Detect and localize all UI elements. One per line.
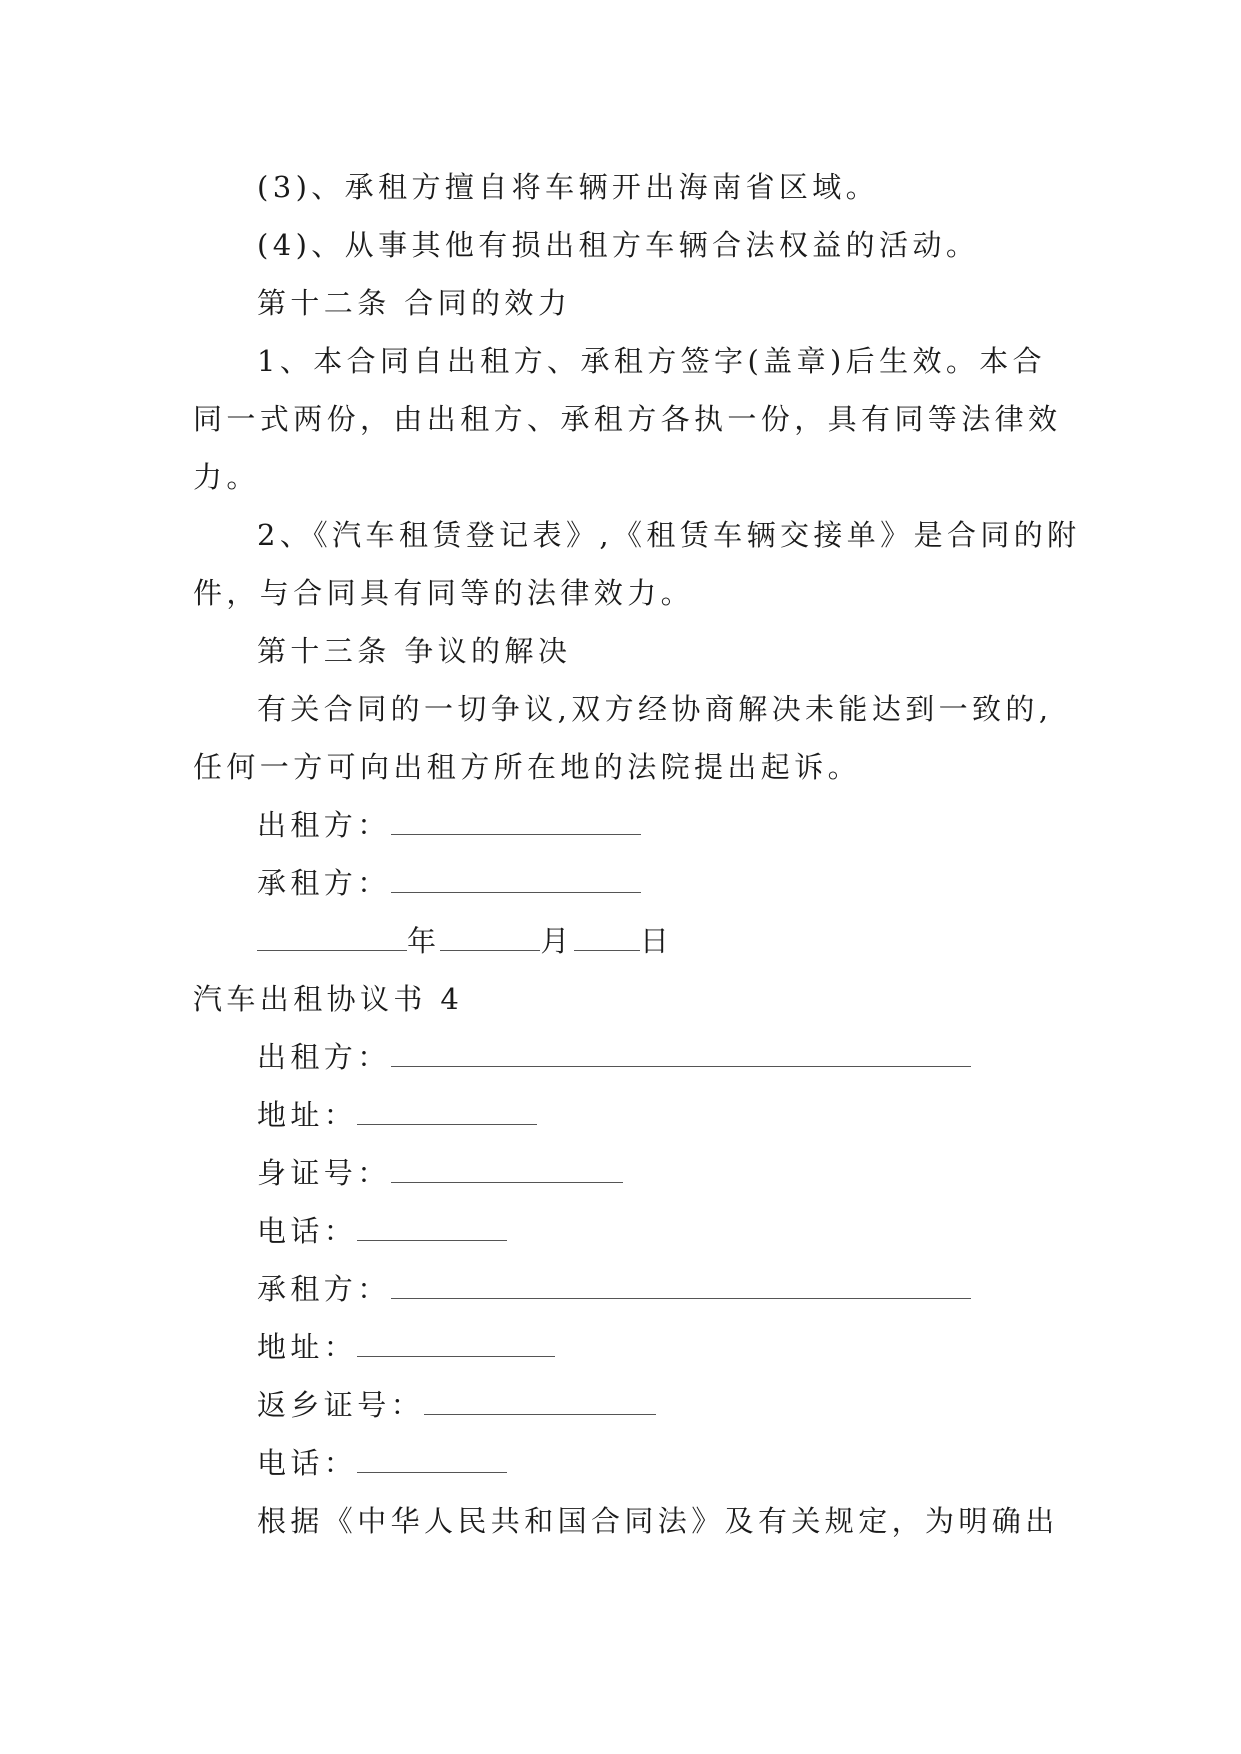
date-day-label: 日 xyxy=(639,924,674,958)
clause-line-3: (3)、承租方擅自将车辆开出海南省区域。 xyxy=(257,170,880,204)
article-12-para-1-line-2: 同一式两份，由出租方、承租方各执一份，具有同等法律效 xyxy=(193,402,1062,436)
date-month-label: 月 xyxy=(540,924,574,958)
signature-lessor-row xyxy=(193,796,1058,854)
form-lessor-phone-blank[interactable] xyxy=(357,1218,507,1241)
closing-line: 根据《中华人民共和国合同法》及有关规定，为明确出 xyxy=(257,1504,1059,1538)
date-year-label: 年 xyxy=(407,924,441,958)
form-lessee-phone-row xyxy=(193,1434,1058,1492)
form-lessor-phone-label: 电话： xyxy=(257,1214,358,1248)
form-lessee-return-id-label: 返乡证号： xyxy=(257,1388,425,1422)
signature-lessee-label: 承租方： xyxy=(257,866,391,900)
form-lessor-id-row xyxy=(193,1144,1058,1202)
signature-date-row xyxy=(193,912,1058,970)
article-12-para-1-line-3: 力。 xyxy=(193,460,260,494)
article-13-para-line-2: 任何一方可向出租方所在地的法院提出起诉。 xyxy=(193,750,862,784)
date-year-blank[interactable] xyxy=(257,928,407,951)
form-lessee-return-id-row xyxy=(193,1376,1058,1434)
signature-lessee-row xyxy=(193,854,1058,912)
article-12-heading: 第十二条 合同的效力 xyxy=(257,286,572,320)
form-lessor-phone-row xyxy=(193,1202,1058,1260)
form-lessor-address-blank[interactable] xyxy=(357,1102,537,1125)
form-lessor-label: 出租方： xyxy=(257,1040,391,1074)
date-day-blank[interactable] xyxy=(574,928,640,951)
article-12-para-1-line-1: 1、本合同自出租方、承租方签字(盖章)后生效。本合 xyxy=(257,344,1047,378)
form-lessee-phone-label: 电话： xyxy=(257,1446,358,1480)
article-12-para-2-line-1: 2、《汽车租赁登记表》,《租赁车辆交接单》是合同的附 xyxy=(257,518,1081,552)
form-lessee-row xyxy=(193,1260,1058,1318)
form-lessor-blank[interactable] xyxy=(391,1044,971,1067)
signature-lessor-blank[interactable] xyxy=(391,812,641,835)
form-lessee-address-row xyxy=(193,1318,1058,1376)
signature-lessor-label: 出租方： xyxy=(257,808,391,842)
date-month-blank[interactable] xyxy=(440,928,540,951)
form-lessee-address-blank[interactable] xyxy=(357,1334,555,1357)
form-lessee-return-id-blank[interactable] xyxy=(424,1392,656,1415)
form-lessor-address-label: 地址： xyxy=(257,1098,358,1132)
form-lessor-id-blank[interactable] xyxy=(391,1160,623,1183)
form-lessor-row xyxy=(193,1028,1058,1086)
form-lessee-phone-blank[interactable] xyxy=(357,1450,507,1473)
article-13-para-line-1: 有关合同的一切争议,双方经协商解决未能达到一致的, xyxy=(257,692,1053,726)
clause-line-4: (4)、从事其他有损出租方车辆合法权益的活动。 xyxy=(257,228,980,262)
document-body xyxy=(193,158,1081,1550)
form-lessor-address-row xyxy=(193,1086,1058,1144)
form-lessee-label: 承租方： xyxy=(257,1272,391,1306)
section-title: 汽车出租协议书 4 xyxy=(193,982,464,1016)
signature-lessee-blank[interactable] xyxy=(391,870,641,893)
article-12-para-2-line-2: 件，与合同具有同等的法律效力。 xyxy=(193,576,695,610)
form-lessor-id-label: 身证号： xyxy=(257,1156,391,1190)
article-13-heading: 第十三条 争议的解决 xyxy=(257,634,572,668)
form-lessee-blank[interactable] xyxy=(391,1276,971,1299)
form-lessee-address-label: 地址： xyxy=(257,1330,358,1364)
